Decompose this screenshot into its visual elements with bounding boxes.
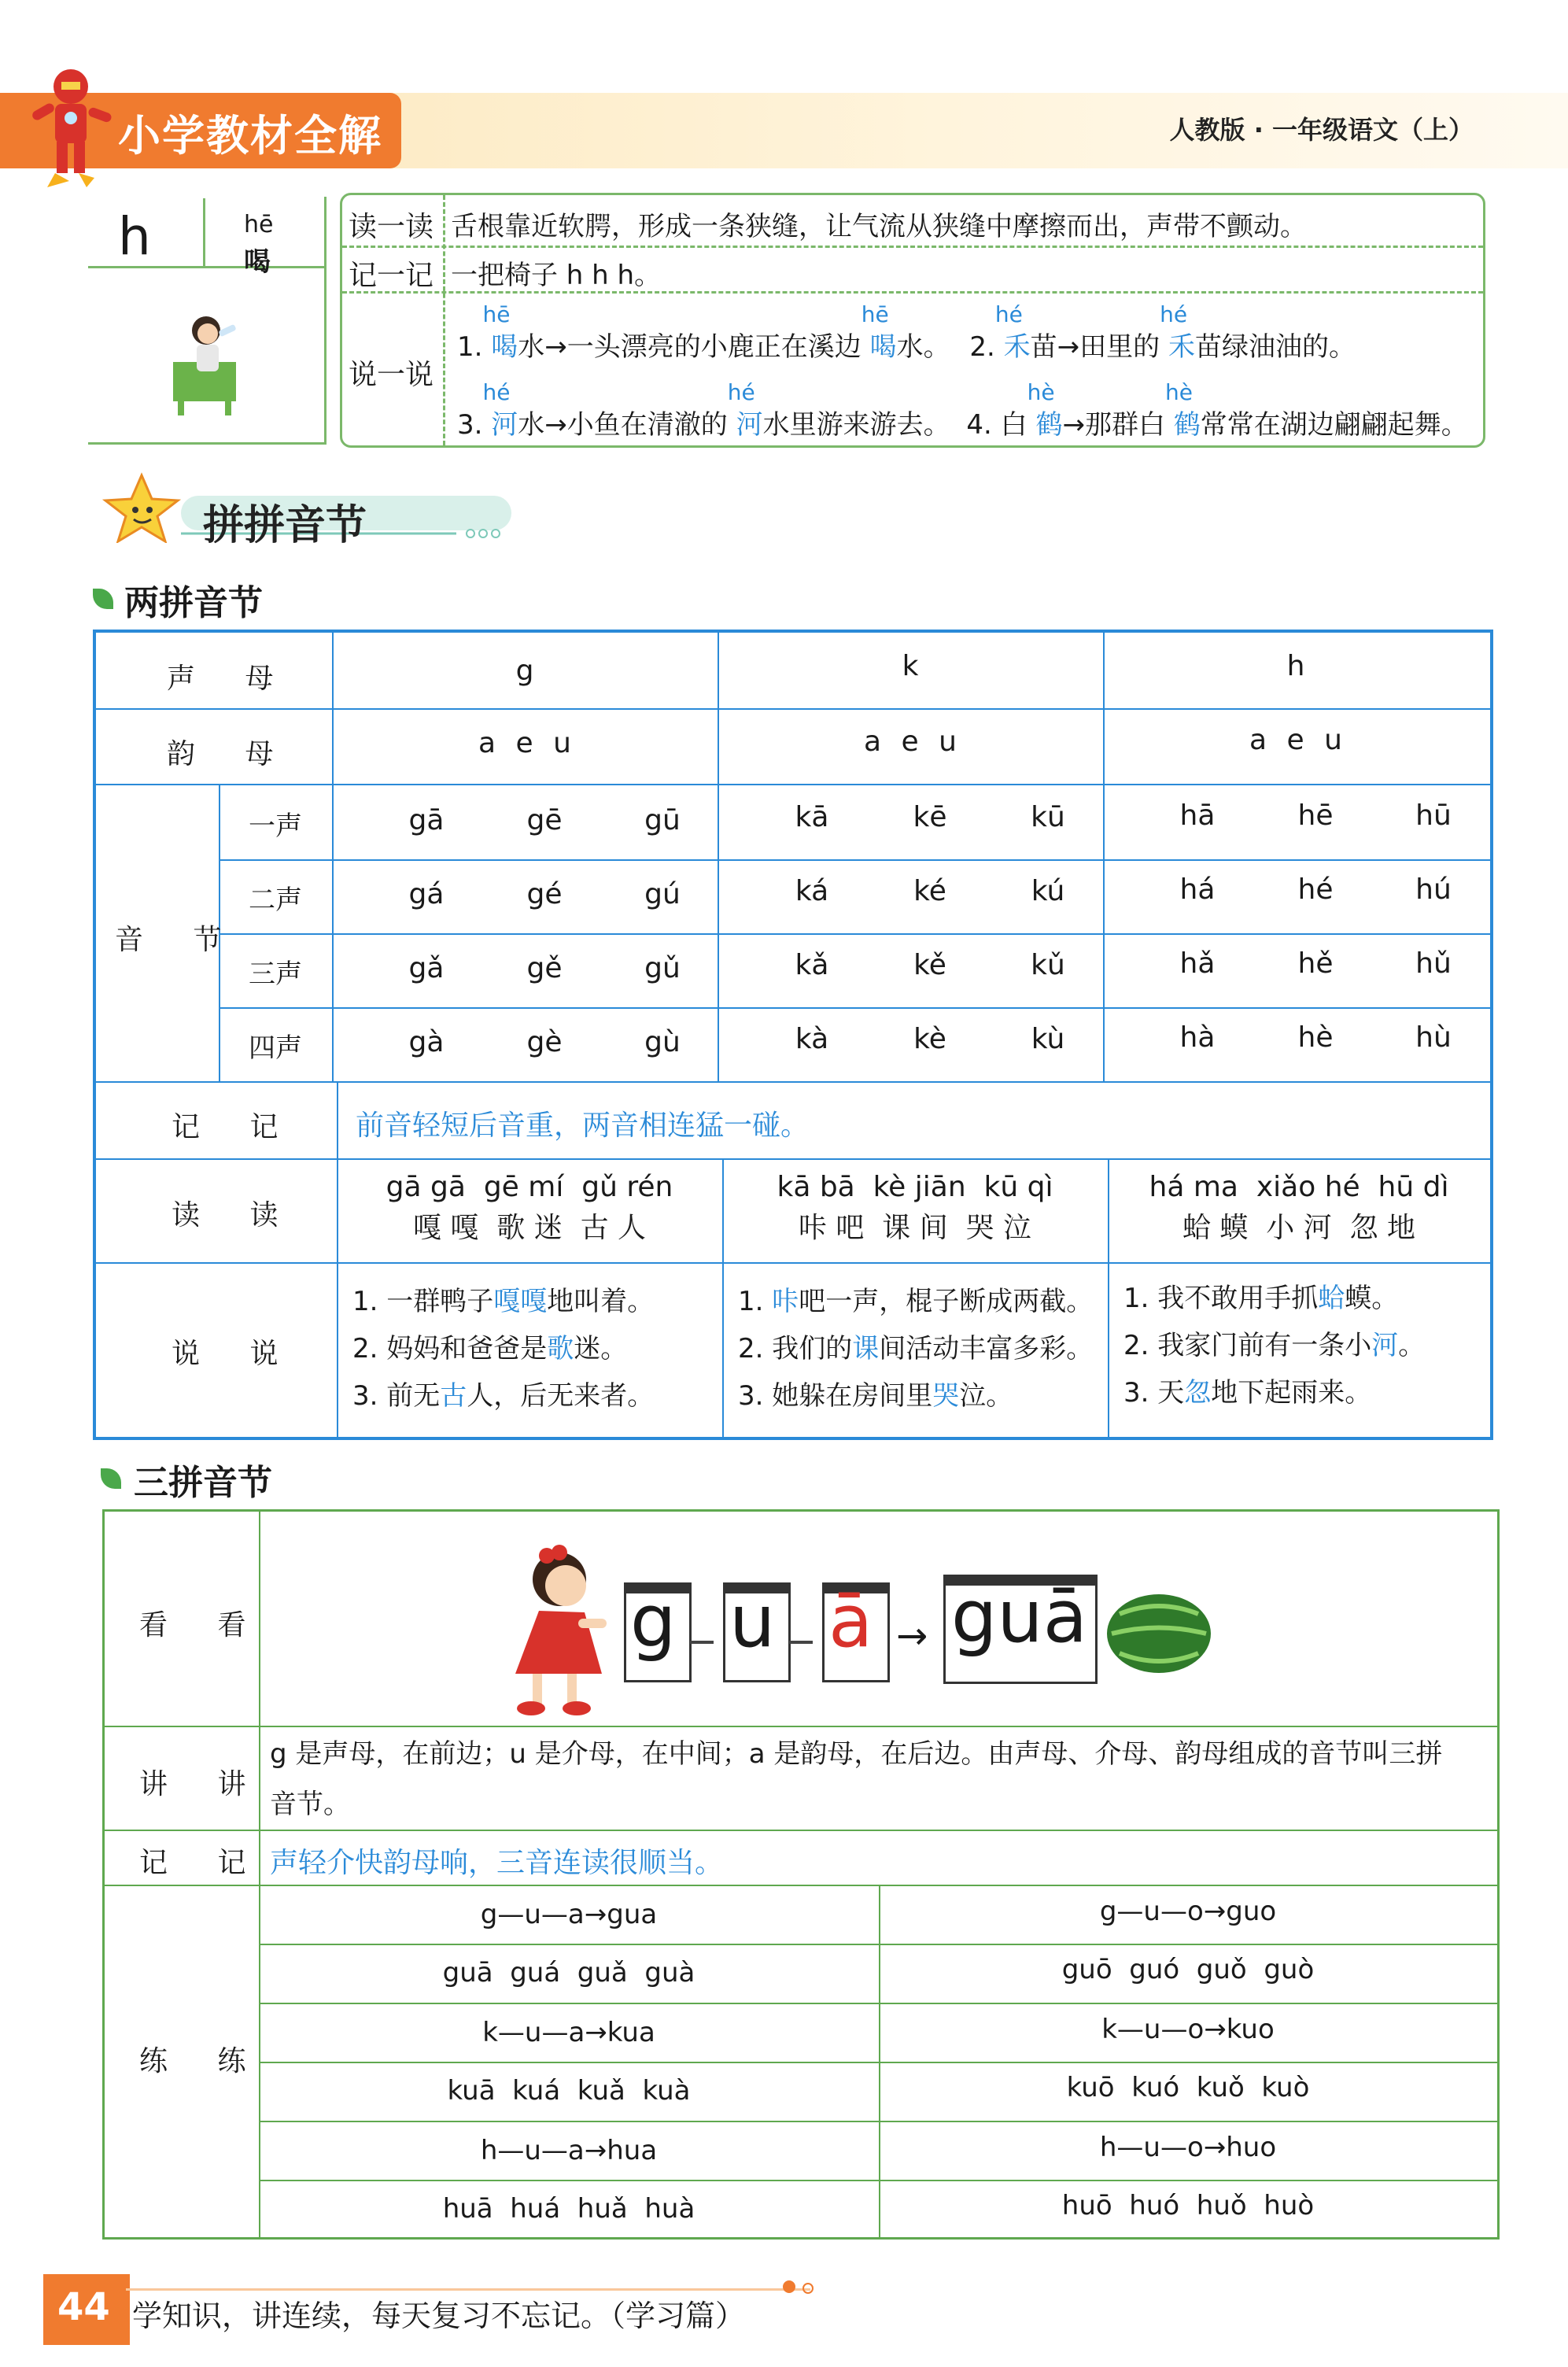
say-label: 说一说 (349, 359, 434, 391)
say-line: 1. 我不敢用手抓蛤蟆。 (1123, 1283, 1399, 1314)
syllable: hǔ (1415, 947, 1452, 980)
explain-text-2: 音节。 (270, 1789, 350, 1820)
h-panel (340, 193, 1485, 448)
practice-cell: h—u—a→hua (480, 2135, 658, 2166)
three-syllable-table (102, 1509, 1500, 2240)
tone-3: 三声 (249, 958, 302, 990)
initial-g: g (515, 655, 534, 687)
card-g-text: g (630, 1579, 677, 1664)
syllable: gē (526, 804, 563, 836)
memo-text: 声轻介快韵母响，三音连读很顺当。 (270, 1847, 724, 1879)
card-separator (203, 198, 205, 266)
finals-k: a e u (864, 726, 957, 758)
read-pinyin-k: kā bā kè jiān kū qì (777, 1171, 1053, 1203)
mem-label: 记一记 (349, 260, 434, 292)
mascot-icon (16, 63, 126, 189)
tone-2: 二声 (249, 884, 302, 916)
dash (789, 1641, 813, 1644)
leaf-icon (101, 1468, 121, 1489)
say-line: 2. 我家门前有一条小河。 (1123, 1330, 1426, 1361)
practice-cell: huō huó huǒ huò (1061, 2190, 1315, 2221)
girl-pushing-icon (492, 1540, 610, 1721)
say-line: 3. 前无古人，后无来者。 (352, 1380, 655, 1412)
practice-label: 练 练 (139, 2045, 267, 2077)
mem-text: 一把椅子 h h h。 (451, 260, 662, 291)
say-line: 2. 我们的课间活动丰富多彩。 (738, 1333, 1094, 1364)
read-label: 读 读 (172, 1199, 299, 1232)
syllable: gé (526, 878, 563, 910)
practice-cell: k—u—a→kua (482, 2017, 655, 2048)
syllable: gù (644, 1026, 681, 1058)
explain-text-1: g 是声母，在前边；u 是介母，在中间；a 是韵母，在后边。由声母、介母、韵母组成的音节叫三拼 (270, 1738, 1443, 1770)
syllable: kě (913, 949, 946, 981)
syllable: kè (913, 1023, 946, 1055)
syllable: hà (1179, 1021, 1216, 1054)
read-hanzi-g: 嘎 嘎 歌 迷 古 人 (412, 1212, 647, 1244)
practice-cell: kuā kuá kuǎ kuà (447, 2075, 691, 2107)
child-drinking-icon (157, 299, 260, 417)
footer-dot (783, 2280, 795, 2293)
initial-label: 声 母 (167, 663, 294, 695)
syllable: kē (913, 801, 947, 833)
page-number: 44 (57, 2285, 110, 2329)
card-gua-text: guā (951, 1575, 1088, 1659)
initial-k: k (902, 650, 919, 682)
divider (342, 291, 1483, 294)
footer-dot (802, 2283, 814, 2294)
syllable: gè (526, 1026, 563, 1058)
say-line: 3. 天忽地下起雨来。 (1123, 1377, 1372, 1409)
page-number-badge (43, 2274, 130, 2345)
practice-cell: guō guó guǒ guò (1061, 1954, 1315, 1985)
practice-cell: h—u—o→huo (1099, 2132, 1277, 2163)
three-pinyin-title: 三拼音节 (134, 1463, 272, 1503)
syllable: hé (1297, 873, 1334, 906)
arrow-icon: → (896, 1614, 928, 1658)
syllable: gā (408, 804, 445, 836)
syllable: kú (1031, 875, 1065, 907)
syllable: gǔ (644, 952, 681, 984)
explain-label: 讲 讲 (139, 1768, 267, 1800)
book-title: 小学教材全解 (118, 111, 382, 161)
practice-cell: g—u—a→gua (480, 1899, 658, 1930)
tone-4: 四声 (249, 1032, 302, 1064)
syllable: hā (1179, 799, 1216, 832)
footer-line (126, 2288, 810, 2291)
say-line: 2. 妈妈和爸爸是歌迷。 (352, 1333, 628, 1364)
syllable: kù (1031, 1023, 1065, 1055)
syllable: gū (644, 804, 681, 836)
leaf-icon (93, 589, 113, 609)
letter-pinyin: hē (244, 211, 274, 238)
tone-1: 一声 (249, 811, 302, 842)
read-text: 舌根靠近软腭，形成一条狭缝，让气流从狭缝中摩擦而出，声带不颤动。 (451, 211, 1307, 242)
syllable: kǔ (1031, 949, 1065, 981)
letter-h: h (118, 206, 151, 267)
practice-cell: g—u—o→guo (1099, 1896, 1277, 1927)
read-label: 读一读 (349, 211, 434, 243)
syllable: ké (913, 875, 946, 907)
say-line: 3. 她躲在房间里哭泣。 (738, 1380, 1013, 1412)
card-a-text: ā (828, 1579, 873, 1664)
practice-cell: k—u—o→kuo (1101, 2014, 1275, 2045)
label-divider (443, 195, 445, 445)
syllable: hū (1415, 799, 1452, 832)
say-sentence-3: 3. hé 河水→小鱼在清澈的 hé 河水里游来游去。 4. 白 hè 鹤→那群白 hè 鹤常常在湖边翩翩起舞。 (457, 379, 1468, 441)
letter-char: 喝 (244, 246, 271, 278)
practice-cell: guā guá guǎ guà (442, 1957, 695, 1989)
final-label: 韵 母 (167, 738, 294, 770)
syllable: kà (795, 1023, 829, 1055)
syllable: hē (1297, 799, 1334, 832)
read-pinyin-h: há ma xiǎo hé hū dì (1149, 1171, 1449, 1203)
finals-h: a e u (1249, 724, 1342, 756)
memo-label: 记 记 (139, 1847, 267, 1879)
two-pinyin-title: 两拼音节 (124, 583, 263, 623)
divider (342, 246, 1483, 248)
syllable: gǎ (408, 952, 445, 984)
syllable: hǎ (1179, 947, 1216, 980)
read-hanzi-h: 蛤 蟆 小 河 忽 地 (1182, 1212, 1416, 1244)
memo-text: 前音轻短后音重，两音相连猛一碰。 (356, 1110, 810, 1142)
two-syllable-table (93, 630, 1493, 1440)
syllable: hú (1415, 873, 1452, 906)
syllable: kū (1031, 801, 1065, 833)
memo-label: 记 记 (172, 1111, 299, 1143)
syllable: gě (526, 952, 563, 984)
syllable: gà (408, 1026, 445, 1058)
syllable: hè (1297, 1021, 1334, 1054)
edition-label: 人教版 · 一年级语文（上） (1169, 115, 1474, 145)
footer-text: 学知识，讲连续，每天复习不忘记。（学习篇） (132, 2299, 746, 2333)
syllable-label: 音 节 (115, 924, 242, 956)
syllable: há (1179, 873, 1216, 906)
syllable: hě (1297, 947, 1334, 980)
say-sentence-1: 1. hē 喝水→一头漂亮的小鹿正在溪边 hē 喝水。 2. hé 禾苗→田里的 hé 禾苗绿油油的。 (457, 301, 1356, 363)
say-line: 1. 一群鸭子嘎嘎地叫着。 (352, 1286, 655, 1317)
practice-cell: kuō kuó kuǒ kuò (1066, 2072, 1310, 2103)
read-pinyin-g: gā gā gē mí gǔ rén (386, 1171, 673, 1203)
syllable: hù (1415, 1021, 1452, 1054)
say-label: 说 说 (172, 1338, 299, 1370)
syllable: kǎ (795, 949, 829, 981)
dash (690, 1641, 714, 1644)
card-u-text: u (729, 1579, 776, 1664)
read-hanzi-k: 咔 吧 课 间 哭 泣 (798, 1212, 1032, 1244)
section-title: 拼拼音节 (203, 502, 367, 549)
look-label: 看 看 (139, 1609, 267, 1641)
say-line: 1. 咔吧一声，棍子断成两截。 (738, 1286, 1094, 1317)
syllable: kā (795, 801, 829, 833)
practice-cell: huā huá huǎ huà (442, 2193, 695, 2225)
finals-g: a e u (478, 727, 571, 759)
initial-h: h (1286, 650, 1305, 682)
watermelon-icon (1104, 1590, 1214, 1677)
syllable: gá (408, 878, 445, 910)
syllable: ká (795, 875, 829, 907)
syllable: gú (644, 878, 681, 910)
